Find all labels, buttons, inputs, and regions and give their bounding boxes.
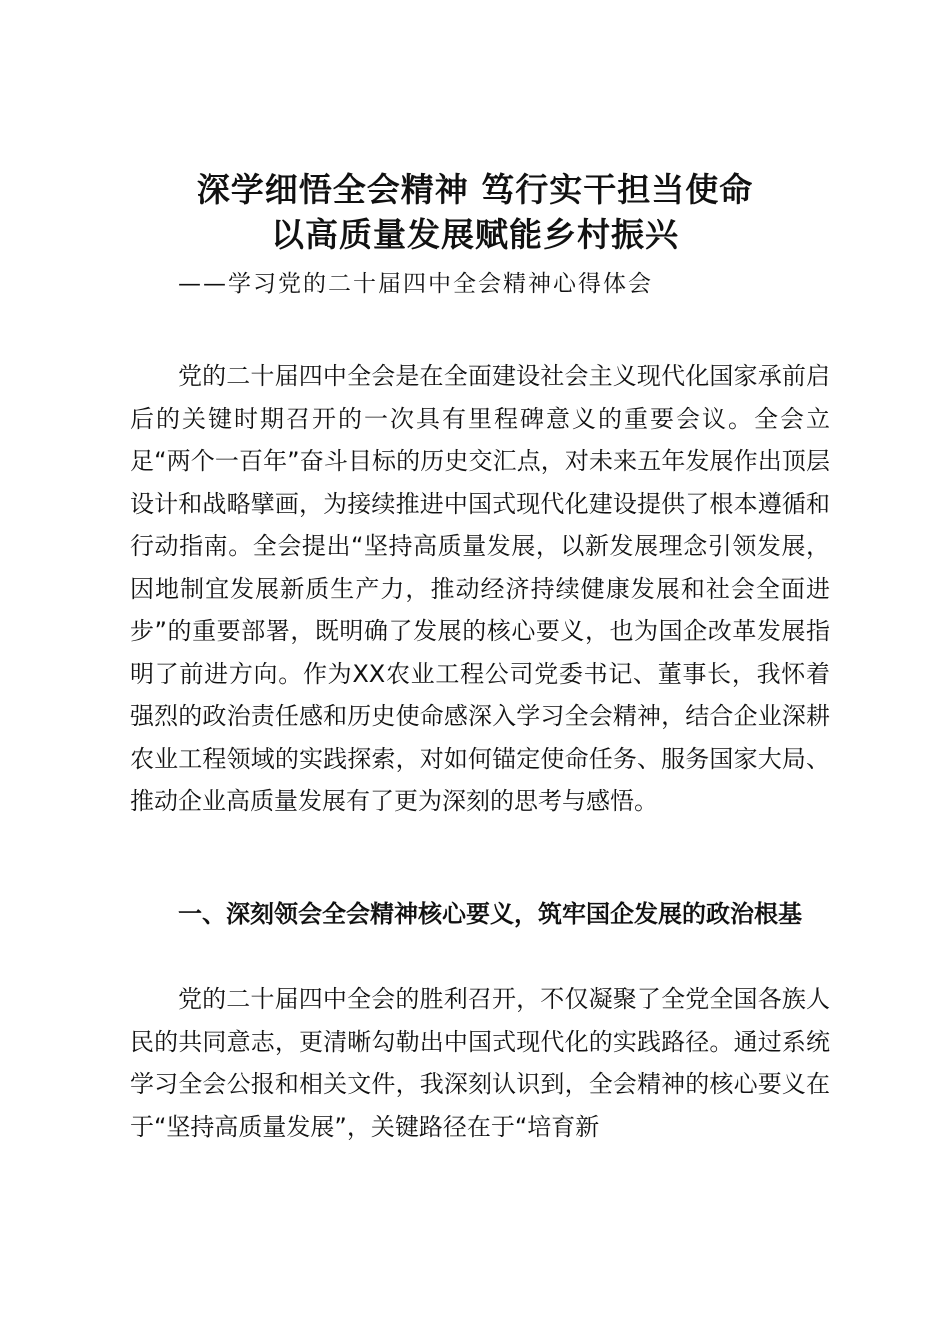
document-subtitle: ——学习党的二十届四中全会精神心得体会 [178, 271, 653, 297]
document-title-line-1: 深学细悟全会精神 笃行实干担当使命 [196, 170, 754, 209]
body-paragraph: 党的二十届四中全会是在全面建设社会主义现代化国家承前启后的关键时期召开的一次具有里程碑意义的重要会议。全会立足“两个一百年”奋斗目标的历史交汇点，对未来五年发展作出顶层设计和战略擘画，为接续推进中国式现代化建设提供了根本遵循和行动指南。全会提出“坚持高质量发展，以新发展理念引领发展，因地制宜发展新质生产力，推动经济持续健康发展和社会全面进步”的重要部署，既明确了发展的核心要义，也为国企改革发展指明了前进方向。作为XX农业工程公司党委书记、董事长，我怀着强烈的政治责任感和历史使命感深入学习全会精神，结合企业深耕农业工程领域的实践探索，对如何锚定使命任务、服务国家大局、推动企业高质量发展有了更为深刻的思考与感悟。 [130, 362, 830, 815]
body-paragraph: 党的二十届四中全会的胜利召开，不仅凝聚了全党全国各族人民的共同意志，更清晰勾勒出中国式现代化的实践路径。通过系统学习全会公报和相关文件，我深刻认识到，全会精神的核心要义在于“坚持高质量发展”，关键路径在于“培育新 [130, 985, 830, 1141]
document-title-line-2: 以高质量发展赋能乡村振兴 [271, 215, 679, 254]
section-heading: 一、深刻领会全会精神核心要义，筑牢国企发展的政治根基 [178, 900, 802, 928]
